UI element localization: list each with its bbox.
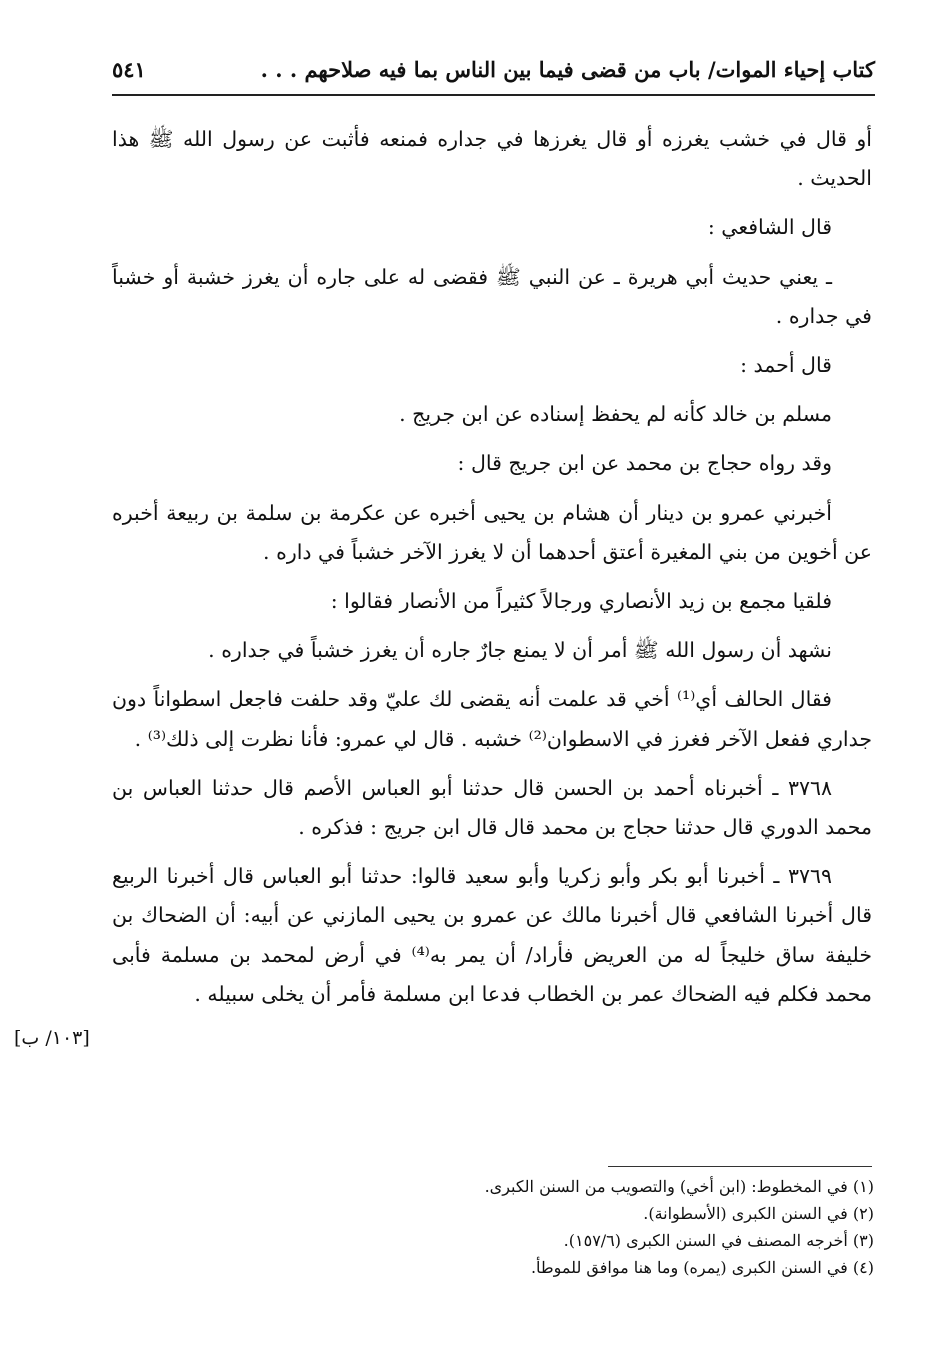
- paragraph: فلقيا مجمع بن زيد الأنصاري ورجالاً كثيراً من الأنصار فقالوا :: [330, 589, 832, 614]
- paragraph: قال أحمد :: [740, 353, 832, 378]
- paragraph: ـ يعني حديث أبي هريرة ـ عن النبي ﷺ فقضى له على جاره أن يغرز خشبة أو خشباً في جداره .: [112, 264, 872, 328]
- paragraph: وقد رواه حجاج بن محمد عن ابن جريج قال :: [457, 451, 832, 476]
- paragraph: نشهد أن رسول الله ﷺ أمر أن لا يمنع جارٌ جاره أن يغرز خشباً في جداره .: [208, 638, 832, 663]
- footnote: (٣) أخرجه المصنف في السنن الكبرى (١٥٧/٦).: [563, 1231, 874, 1250]
- page-number: ٥٤١: [112, 56, 146, 82]
- hadith-3769: ٣٧٦٩ ـ أخبرنا أبو بكر وأبو زكريا وأبو سعيد قالوا: حدثنا أبو العباس قال أخبرنا الربيع قال أخبرنا الشافعي قال أخبرنا مالك عن عمرو بن يحيى المازني عن أبيه: أن الضحاك بن خليفة ساق خليجاً له من العريض فأراد/ أن يمر به⁽⁴⁾ في أرض لمحمد بن مسلمة فأبى محمد فكلم فيه الضحاك عمر بن الخطاب فدعا ابن مسلمة فأمر أن يخلى سبيله .: [112, 864, 872, 1006]
- footnote: (٤) في السنن الكبرى (يمره) وما هنا موافق للموطأ.: [530, 1258, 874, 1277]
- footnote-divider: [608, 1166, 872, 1167]
- paragraph: فقال الحالف أي⁽¹⁾ أخي قد علمت أنه يقضى لك عليّ وقد حلفت فاجعل اسطواناً دون جداري ففعل الآخر فغرز في الاسطوان⁽²⁾ خشبه . قال لي عمرو: فأنا نظرت إلى ذلك⁽³⁾ .: [112, 687, 872, 751]
- header-divider: [112, 94, 875, 96]
- footnote: (١) في المخطوط: (ابن أخي) والتصويب من السنن الكبرى.: [484, 1177, 874, 1196]
- main-text: [112, 120, 872, 1024]
- footnote: (٢) في السنن الكبرى (الأسطوانة).: [643, 1204, 874, 1223]
- hadith-3768: ٣٧٦٨ ـ أخبرناه أحمد بن الحسن قال حدثنا أبو العباس الأصم قال حدثنا العباس بن محمد الدوري قال حدثنا حجاج بن محمد قال قال ابن جريج : فذكره .: [112, 775, 872, 840]
- manuscript-folio-ref: [١٠٣/ ب]: [14, 1027, 90, 1049]
- footnotes: [112, 1173, 874, 1281]
- paragraph: أو قال في خشب يغرزه أو قال يغرزها في جداره فمنعه فأثبت عن رسول الله ﷺ هذا الحديث .: [112, 127, 872, 191]
- paragraph: قال الشافعي :: [707, 215, 832, 240]
- header-title: كتاب إحياء الموات/ باب من قضى فيما بين الناس بما فيه صلاحهم . . .: [260, 56, 875, 82]
- paragraph: أخبرني عمرو بن دينار أن هشام بن يحيى أخبره عن عكرمة بن سلمة بن ربيعة أخبره عن أخوين من بني المغيرة أعتق أحدهما أن لا يغرز الآخر خشباً في داره .: [112, 500, 872, 564]
- running-header: [112, 48, 875, 90]
- paragraph: مسلم بن خالد كأنه لم يحفظ إسناده عن ابن جريج .: [399, 402, 832, 427]
